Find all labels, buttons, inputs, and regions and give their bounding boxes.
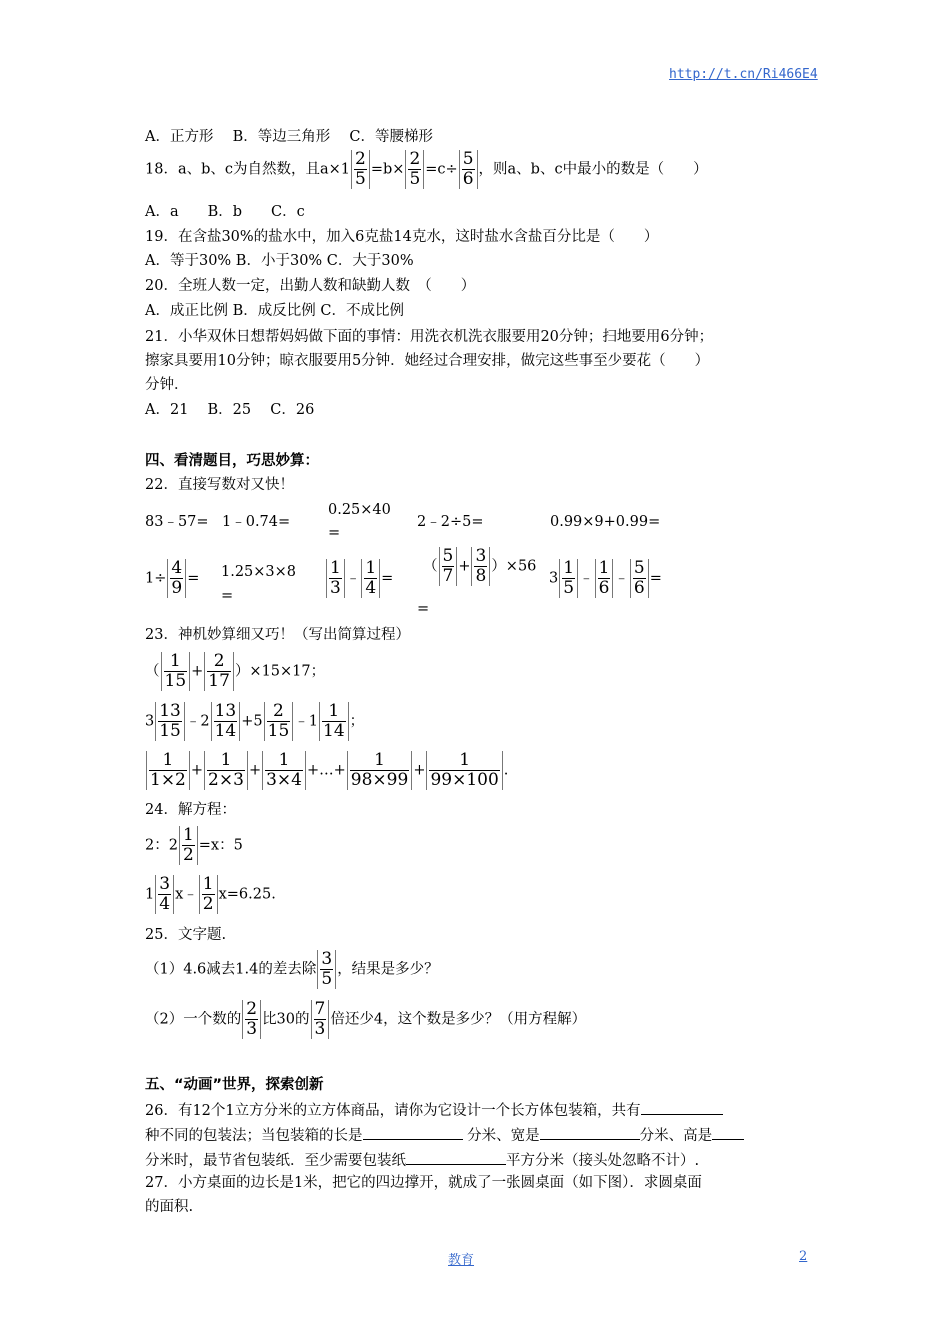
footer-link[interactable]: 教育: [448, 1253, 475, 1268]
q22-title: 22．直接写数对又快！: [145, 477, 294, 493]
fraction: $\frac{7}{3}$: [311, 1000, 330, 1039]
fraction: $\frac{2}{5}$: [351, 150, 370, 189]
fraction: $\frac{3}{8}$: [471, 547, 490, 586]
q23-expr-2: 3 $\frac{13}{15}$ ﹣2 $\frac{13}{14}$ +5 $\frac{2}{15}$ ﹣1 $\frac{1}{14}$ ；: [145, 701, 365, 741]
q23-expr-1: （ $\frac{1}{15}$ + $\frac{2}{17}$ ）×15×17；: [145, 651, 326, 691]
fraction: $\frac{1}{98\times 99}$: [347, 751, 413, 790]
q18-mid1: =b×: [370, 161, 405, 178]
q22-item-1: 83﹣57=: [145, 514, 209, 530]
fraction: $\frac{3}{4}$: [155, 875, 174, 914]
q20-question: 20．全班人数一定，出勤人数和缺勤人数 （ ）: [145, 278, 476, 294]
fraction: $\frac{1}{2}$: [179, 826, 198, 865]
q22-item-4: 2﹣2÷5=: [417, 514, 484, 530]
q17-options: A．正方形 B．等边三角形 C．等腰梯形: [145, 129, 433, 145]
fraction: $\frac{1}{2}$: [199, 875, 218, 914]
q24-eq-1: 2：2 $\frac{1}{2}$ =x：5: [145, 825, 243, 865]
q21-line3: 分钟．: [145, 377, 189, 393]
fraction: $\frac{5}{6}$: [630, 559, 649, 598]
q18-prefix: 18．a、b、c为自然数，且a×1: [145, 161, 351, 178]
fraction: $\frac{1}{99\times 100}$: [426, 751, 502, 790]
q25-part-2: （2）一个数的 $\frac{2}{3}$ 比30的 $\frac{7}{3}$ 倍还少4，这个数是多少？（用方程解）: [145, 999, 587, 1039]
fraction: $\frac{2}{3}$: [242, 1000, 261, 1039]
q27-line1: 27．小方桌面的边长是1米，把它的四边撑开，就成了一张圆桌面（如下图）．求圆桌面: [145, 1175, 702, 1191]
fraction: $\frac{1}{5}$: [559, 559, 578, 598]
fraction: $\frac{1}{15}$: [161, 652, 191, 691]
fraction: $\frac{1}{4}$: [361, 559, 380, 598]
q24-title: 24．解方程：: [145, 802, 236, 818]
q21-options: A．21 B．25 C．26: [145, 402, 315, 418]
fraction: $\frac{1}{3\times 4}$: [262, 751, 306, 790]
q22-item-9-eq: =: [417, 601, 430, 617]
q21-line2: 擦家具要用10分钟；晾衣服要用5分钟．她经过合理安排，做完这些事至少要花（ ）: [145, 353, 710, 369]
header-url-link[interactable]: http://t.cn/Ri466E4: [669, 67, 818, 82]
q23-expr-3: $\frac{1}{1\times 2}$ + $\frac{1}{2\times 3}$ + $\frac{1}{3\times 4}$ +…+ $\frac{1}{98\times 99}$ + $\frac{1}{99\times 100}$ .: [145, 751, 508, 790]
fraction: $\frac{5}{7}$: [439, 547, 458, 586]
fraction: $\frac{2}{15}$: [264, 702, 294, 741]
q19-options: A．等于30% B．小于30% C．大于30%: [145, 253, 414, 269]
q18-suffix: ，则a、b、c中最小的数是（ ）: [478, 161, 708, 178]
q24-eq-2: 1 $\frac{3}{4}$ x﹣ $\frac{1}{2}$ x=6.25.: [145, 874, 276, 914]
q22-item-2: 1﹣0.74=: [222, 514, 291, 530]
q18-options: A．a B．b C．c: [145, 204, 305, 220]
section-4-heading: 四、看清题目，巧思妙算：: [145, 453, 319, 469]
answer-blank[interactable]: [406, 1149, 506, 1165]
answer-blank[interactable]: [540, 1124, 640, 1140]
q22-item-8: $\frac{1}{3}$ ﹣ $\frac{1}{4}$ =: [325, 559, 393, 598]
q26-line1: 26．有12个1立方分米的立方体商品，请你为它设计一个长方体包装箱，共有: [145, 1099, 723, 1121]
fraction: $\frac{2}{17}$: [204, 652, 234, 691]
fraction: $\frac{4}{9}$: [167, 559, 186, 598]
fraction: $\frac{1}{1\times 2}$: [146, 751, 190, 790]
section-5-heading: 五、“动画”世界，探索创新: [145, 1077, 324, 1093]
fraction: $\frac{13}{14}$: [211, 702, 241, 741]
fraction: $\frac{1}{2\times 3}$: [204, 751, 248, 790]
q22-item-10: 3 $\frac{1}{5}$ ﹣ $\frac{1}{6}$ ﹣ $\frac{5}{6}$ =: [549, 558, 662, 598]
q22-item-7-eq: =: [221, 588, 234, 604]
q18-question: [145, 150, 708, 189]
fraction: $\frac{2}{5}$: [405, 150, 424, 189]
fraction: $\frac{3}{5}$: [317, 950, 336, 989]
q22-item-3-eq: =: [328, 525, 341, 541]
q22-item-3: 0.25×40: [328, 502, 391, 518]
answer-blank[interactable]: [363, 1124, 463, 1140]
fraction: $\frac{1}{6}$: [595, 559, 614, 598]
answer-blank[interactable]: [641, 1099, 723, 1115]
q19-question: 19．在含盐30%的盐水中，加入6克盐14克水，这时盐水含盐百分比是（ ）: [145, 229, 659, 245]
q22-item-5: 0.99×9+0.99=: [550, 514, 661, 530]
q20-options: A．成正比例 B．成反比例 C．不成比例: [145, 303, 404, 319]
fraction: $\frac{5}{6}$: [459, 150, 478, 189]
q27-line2: 的面积.: [145, 1199, 194, 1215]
q22-item-6: 1÷ $\frac{4}{9}$ =: [145, 558, 200, 598]
q26-line3: 分米时，最节省包装纸．至少需要包装纸 平方分米（接头处忽略不计）.: [145, 1149, 699, 1171]
fraction: $\frac{1}{14}$: [319, 702, 349, 741]
q21-line1: 21．小华双休日想帮妈妈做下面的事情：用洗衣机洗衣服要用20分钟；扫地要用6分钟；: [145, 329, 714, 345]
q23-title: 23．神机妙算细又巧！（写出简算过程）: [145, 627, 410, 643]
fraction: $\frac{13}{15}$: [155, 702, 185, 741]
q26-line2: 种不同的包装法；当包装箱的长是 分米、宽是 分米、高是: [145, 1124, 744, 1146]
fraction: $\frac{1}{3}$: [326, 559, 345, 598]
q22-item-9: （ $\frac{5}{7}$ + $\frac{3}{8}$ ）×56: [423, 546, 537, 586]
q18-mid2: =c÷: [425, 161, 458, 178]
q25-part-1: （1）4.6减去1.4的差去除 $\frac{3}{5}$ ，结果是多少？: [145, 949, 439, 989]
answer-blank[interactable]: [712, 1124, 744, 1140]
q22-item-7: 1.25×3×8: [221, 564, 297, 580]
q25-title: 25．文字题.: [145, 927, 227, 943]
page-number: 2: [799, 1249, 808, 1264]
